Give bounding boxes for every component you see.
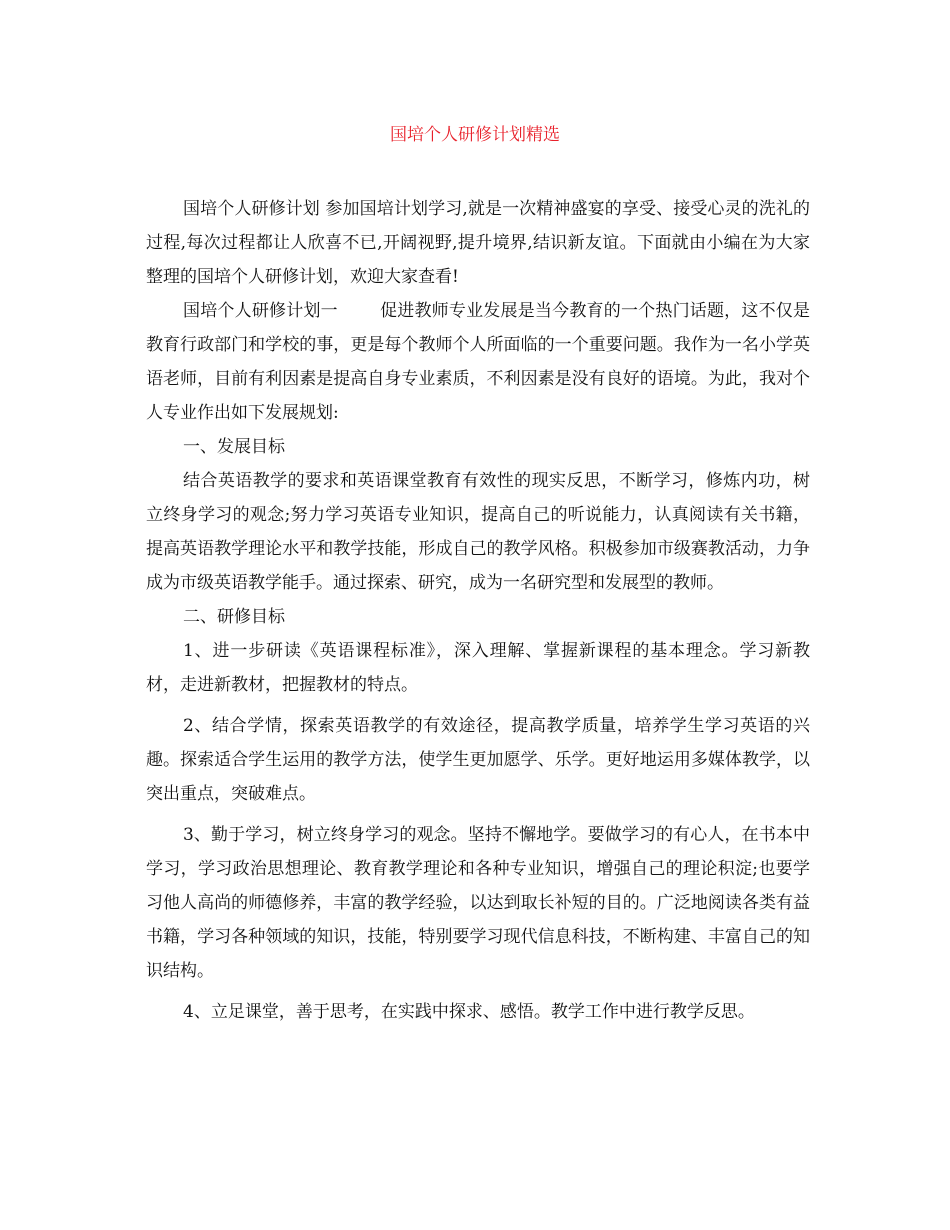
section-one-paragraph: 结合英语教学的要求和英语课堂教育有效性的现实反思，不断学习，修炼内功，树立终身学习的观念;努力学习英语专业知识，提高自己的听说能力，认真阅读有关书籍，提高英语教学理论水平和教学技能，形成自己的教学风格。积极参加市级赛教活动，力争成为市级英语教学能手。通过探索、研究，成为一名研究型和发展型的教师。 <box>146 471 810 593</box>
plan-one-paragraph <box>146 294 810 430</box>
intro-paragraph: 国培个人研修计划 参加国培计划学习,就是一次精神盛宴的享受、接受心灵的洗礼的过程,每次过程都让人欣喜不已,开阔视野,提升境界,结识新友谊。下面就由小编在为大家整理的国培个人研修计划，欢迎大家查看! <box>146 199 810 287</box>
document-title: 国培个人研修计划精选 <box>390 125 560 145</box>
section-two-heading: 二、研修目标 <box>183 607 285 627</box>
plan-one-heading: 国培个人研修计划一 <box>183 301 338 321</box>
plan-one-text: 促进教师专业发展是当今教育的一个热门话题，这不仅是教育行政部门和学校的事，更是每个教师个人所面临的一个重要问题。我作为一名小学英语老师，目前有利因素是提高自身专业素质，不利因素是没有良好的语境。为此，我对个人专业作出如下发展规划: <box>146 301 811 423</box>
list-item-2: 2、结合学情，探索英语教学的有效途径，提高教学质量，培养学生学习英语的兴趣。探索适合学生运用的教学方法，使学生更加愿学、乐学。更好地运用多媒体教学，以突出重点，突破难点。 <box>146 716 810 804</box>
document-body <box>146 192 810 1029</box>
list-item-3: 3、勤于学习，树立终身学习的观念。坚持不懈地学。要做学习的有心人，在书本中学习，学习政治思想理论、教育教学理论和各种专业知识，增强自己的理论积淀;也要学习他人高尚的师德修养，丰富的教学经验，以达到取长补短的目的。广泛地阅读各类有益书籍，学习各种领域的知识，技能，特别要学习现代信息科技，不断构建、丰富自己的知识结构。 <box>146 825 810 981</box>
list-item-1: 1、进一步研读《英语课程标准》，深入理解、掌握新课程的基本理念。学习新教材，走进新教材，把握教材的特点。 <box>146 641 810 695</box>
list-item-4: 4、立足课堂，善于思考，在实践中探求、感悟。教学工作中进行教学反思。 <box>183 1002 755 1022</box>
section-one-heading: 一、发展目标 <box>183 437 285 457</box>
